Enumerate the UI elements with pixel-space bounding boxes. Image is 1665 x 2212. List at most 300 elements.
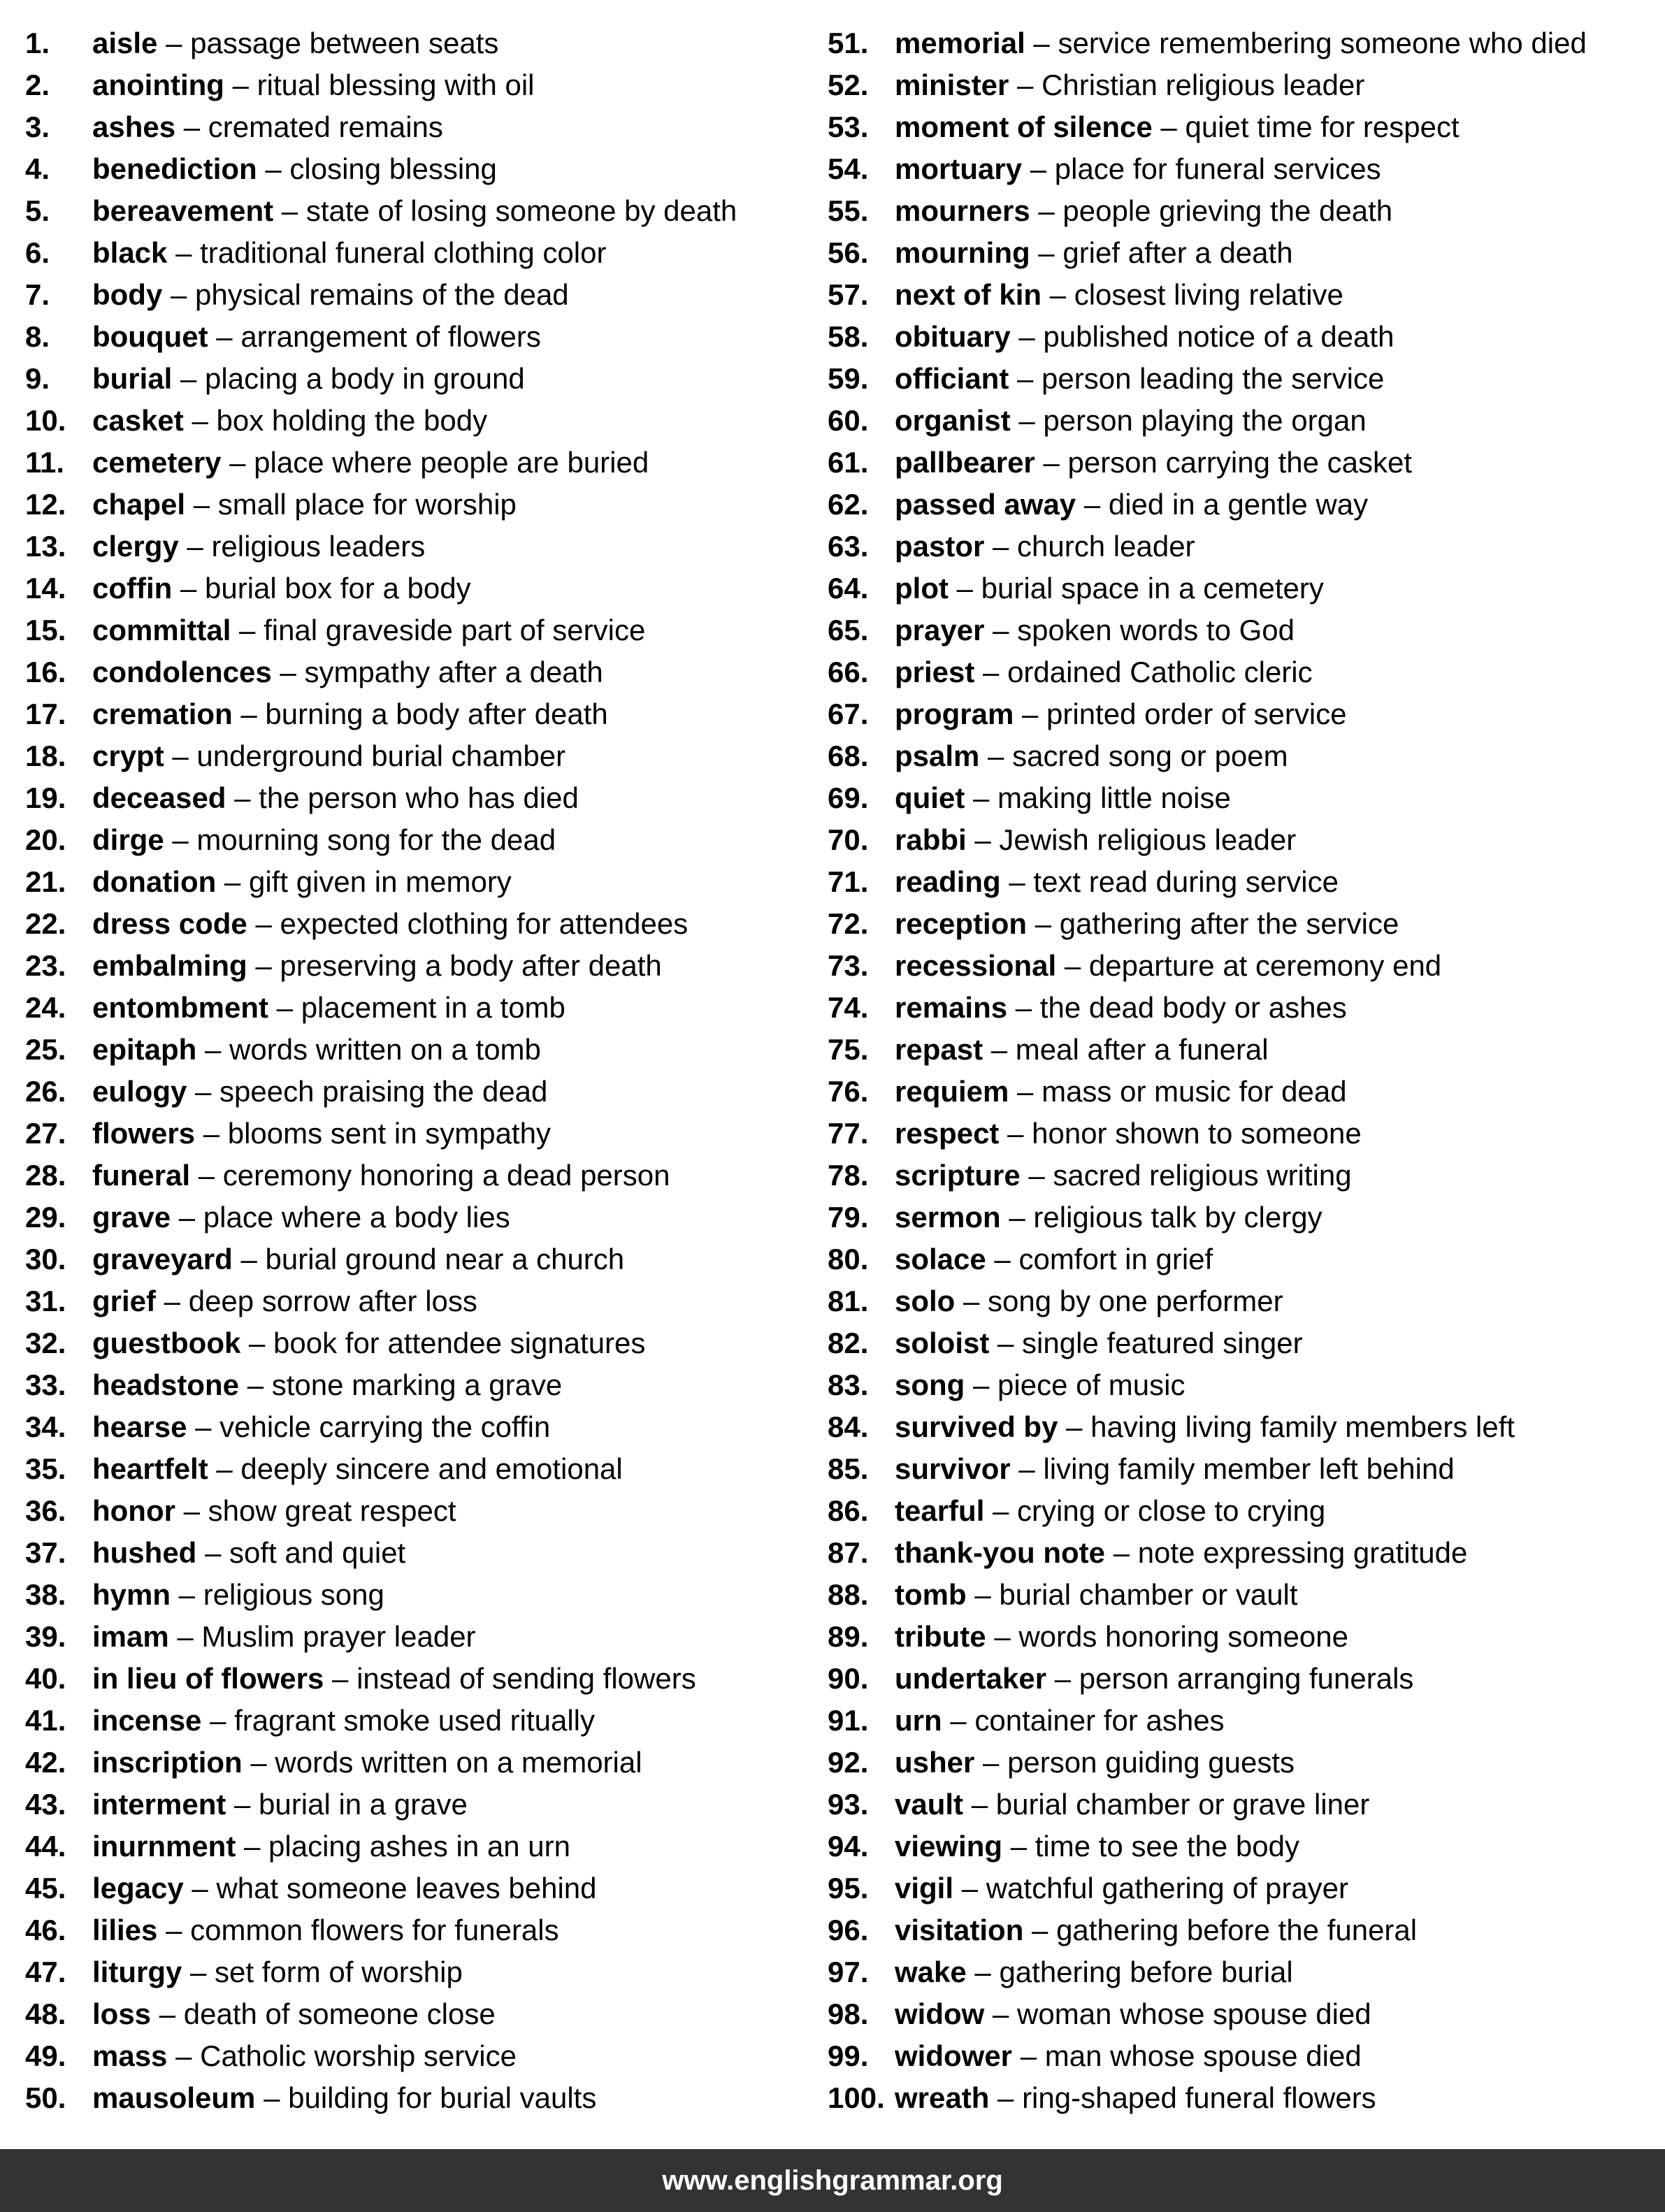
item-text (895, 484, 1368, 526)
vocab-term: tearful (895, 1494, 985, 1527)
vocab-term: anointing (92, 68, 224, 101)
vocab-item (25, 22, 822, 64)
item-text (92, 1490, 456, 1532)
vocab-item (828, 400, 1659, 442)
vocab-definition: – place for funeral services (1022, 152, 1381, 185)
vocab-definition: – preserving a body after death (247, 949, 662, 982)
item-text (92, 903, 688, 945)
vocab-definition: – place where a body lies (171, 1201, 510, 1234)
vocab-term: dirge (92, 823, 164, 856)
vocab-term: scripture (895, 1159, 1021, 1192)
vocab-item (828, 1700, 1659, 1742)
vocab-item (25, 1742, 822, 1784)
vocab-item (828, 1364, 1659, 1406)
item-text (895, 2077, 1376, 2119)
vocab-definition: – meal after a funeral (983, 1033, 1269, 1066)
vocab-term: reading (895, 865, 1001, 898)
item-number: 75. (828, 1033, 869, 1066)
vocab-item (25, 903, 822, 945)
item-text (92, 1951, 463, 1993)
vocab-item (828, 609, 1659, 651)
item-text (92, 1616, 476, 1658)
vocab-item (828, 232, 1659, 274)
vocab-term: urn (895, 1704, 942, 1737)
item-text (895, 148, 1381, 190)
item-text (895, 64, 1364, 106)
vocab-term: requiem (895, 1075, 1009, 1108)
item-text (895, 442, 1412, 484)
vocab-term: mass (92, 2039, 168, 2072)
item-number: 64. (828, 572, 869, 605)
vocab-item (25, 1490, 822, 1532)
vocab-item (25, 526, 822, 568)
vocab-term: quiet (895, 781, 965, 814)
item-text (895, 1238, 1213, 1280)
item-text (92, 1029, 541, 1071)
vocab-definition: – vehicle carrying the coffin (187, 1410, 551, 1443)
item-text (895, 1448, 1455, 1490)
vocab-definition: – religious song (171, 1578, 384, 1611)
vocab-definition: – speech praising the dead (187, 1075, 548, 1108)
item-text (895, 568, 1324, 609)
vocab-item (25, 1867, 822, 1909)
item-text (895, 2035, 1362, 2077)
vocab-item (25, 735, 822, 777)
vocab-definition: – making little noise (965, 781, 1231, 814)
vocab-definition: – burning a body after death (232, 697, 608, 730)
item-number: 99. (828, 2039, 869, 2072)
item-text (92, 2035, 517, 2077)
item-number: 29. (25, 1201, 66, 1234)
vocab-term: wreath (895, 2081, 990, 2114)
vocab-term: legacy (92, 1872, 184, 1904)
item-text (895, 1155, 1352, 1197)
vocab-definition: – death of someone close (151, 1997, 496, 2030)
vocab-definition: – living family member left behind (1010, 1452, 1455, 1485)
item-number: 77. (828, 1117, 869, 1150)
item-number: 26. (25, 1075, 66, 1108)
vocab-term: tomb (895, 1578, 967, 1611)
vocab-item (25, 274, 822, 316)
vocab-term: pallbearer (895, 446, 1035, 479)
vocab-definition: – book for attendee signatures (240, 1327, 646, 1359)
item-text (92, 1532, 405, 1574)
vocab-definition: – set form of worship (182, 1956, 463, 1988)
vocab-item (828, 1993, 1659, 2035)
vocab-term: imam (92, 1620, 169, 1653)
vocab-definition: – final graveside part of service (231, 614, 646, 646)
vocab-item (828, 526, 1659, 568)
vocab-item (828, 1155, 1659, 1197)
vocab-item (25, 232, 822, 274)
item-text (92, 1448, 623, 1490)
item-number: 13. (25, 530, 66, 563)
vocab-term: incense (92, 1704, 202, 1737)
vocab-definition: – gift given in memory (216, 865, 512, 898)
vocab-item (25, 484, 822, 526)
item-number: 31. (25, 1285, 66, 1317)
item-text (92, 987, 565, 1029)
vocab-definition: – sacred religious writing (1020, 1159, 1352, 1192)
vocab-item (25, 190, 822, 232)
vocab-term: tribute (895, 1620, 986, 1653)
vocab-item (25, 148, 822, 190)
item-number: 30. (25, 1243, 66, 1275)
vocab-definition: – died in a gentle way (1076, 488, 1369, 521)
vocab-item (25, 568, 822, 609)
vocab-item (25, 777, 822, 819)
vocab-term: survivor (895, 1452, 1011, 1485)
vocab-definition: – church leader (984, 530, 1195, 563)
vocab-definition: – honor shown to someone (999, 1117, 1362, 1150)
item-number: 44. (25, 1830, 66, 1863)
vocab-definition: – time to see the body (1002, 1830, 1299, 1863)
item-text (895, 735, 1288, 777)
vocab-definition: – Jewish religious leader (966, 823, 1297, 856)
vocab-term: prayer (895, 614, 985, 646)
item-number: 68. (828, 739, 869, 772)
vocab-definition: – comfort in grief (986, 1243, 1213, 1275)
item-text (895, 1197, 1322, 1238)
vocab-item (828, 1616, 1659, 1658)
vocab-item (828, 2077, 1659, 2119)
vocab-definition: – deep sorrow after loss (156, 1285, 477, 1317)
item-number: 67. (828, 697, 869, 730)
vocab-item (25, 400, 822, 442)
vocab-definition: – state of losing someone by death (273, 194, 737, 227)
footer-bar (0, 2149, 1665, 2212)
vocab-item (828, 568, 1659, 609)
item-number: 73. (828, 949, 869, 982)
item-number: 63. (828, 530, 869, 563)
vocab-item (25, 1113, 822, 1155)
vocab-definition: – placing ashes in an urn (236, 1830, 570, 1863)
vocab-item (828, 1532, 1659, 1574)
vocab-item (828, 1029, 1659, 1071)
vocab-item (828, 1909, 1659, 1951)
item-number: 72. (828, 907, 869, 940)
item-number: 27. (25, 1117, 66, 1150)
vocab-term: cemetery (92, 446, 222, 479)
vocab-definition: – single featured singer (989, 1327, 1303, 1359)
vocab-definition: – common flowers for funerals (157, 1914, 559, 1946)
vocab-term: mourning (895, 236, 1030, 269)
item-text (895, 1867, 1348, 1909)
item-text (92, 1742, 642, 1784)
item-number: 54. (828, 152, 869, 185)
vocab-term: psalm (895, 739, 980, 772)
item-number: 96. (828, 1914, 869, 1946)
vocab-term: grief (92, 1285, 157, 1317)
item-text (92, 358, 525, 400)
vocab-definition: – ritual blessing with oil (224, 68, 535, 101)
item-text (92, 316, 541, 358)
item-number: 66. (828, 656, 869, 688)
vocab-definition: – ring-shaped funeral flowers (989, 2081, 1376, 2114)
vocab-definition: – closest living relative (1041, 278, 1343, 311)
vocab-definition: – woman whose spouse died (984, 1997, 1371, 2030)
vocab-definition: – person guiding guests (974, 1746, 1295, 1779)
vocab-term: chapel (92, 488, 186, 521)
vocab-term: in lieu of flowers (92, 1662, 324, 1695)
vocab-definition: – place where people are buried (221, 446, 649, 479)
vocab-definition: – grief after a death (1030, 236, 1293, 269)
item-number: 43. (25, 1788, 66, 1821)
item-text (92, 651, 603, 693)
item-number: 81. (828, 1285, 869, 1317)
item-text (895, 1532, 1467, 1574)
vocab-term: hearse (92, 1410, 187, 1443)
vocab-definition: – printed order of service (1014, 697, 1347, 730)
item-number: 91. (828, 1704, 869, 1737)
vocab-definition: – underground burial chamber (164, 739, 566, 772)
vocab-term: flowers (92, 1117, 196, 1150)
vocab-term: entombment (92, 991, 268, 1024)
item-text (92, 1867, 597, 1909)
item-number: 36. (25, 1494, 66, 1527)
vocab-definition: – the person who has died (226, 781, 579, 814)
vocab-definition: – show great respect (175, 1494, 456, 1527)
vocab-term: recessional (895, 949, 1057, 982)
vocab-item (828, 274, 1659, 316)
item-text (895, 1993, 1371, 2035)
item-number: 62. (828, 488, 869, 521)
item-number: 83. (828, 1368, 869, 1401)
vocab-item (25, 1029, 822, 1071)
item-number: 32. (25, 1327, 66, 1359)
vocab-definition: – song by one performer (955, 1285, 1283, 1317)
vocab-definition: – gathering before the funeral (1023, 1914, 1418, 1946)
vocab-definition: – blooms sent in sympathy (195, 1117, 551, 1150)
vocab-definition: – sympathy after a death (271, 656, 603, 688)
vocab-item (25, 693, 822, 735)
item-number: 76. (828, 1075, 869, 1108)
item-number: 86. (828, 1494, 869, 1527)
vocab-definition: – watchful gathering of prayer (953, 1872, 1349, 1904)
item-number: 33. (25, 1368, 66, 1401)
vocab-item (25, 819, 822, 861)
item-text (895, 1658, 1413, 1700)
vocab-term: inurnment (92, 1830, 236, 1863)
vocab-definition: – burial space in a cemetery (948, 572, 1324, 605)
vocab-definition: – burial chamber or vault (966, 1578, 1298, 1611)
vocab-term: crypt (92, 739, 164, 772)
item-number: 28. (25, 1159, 66, 1192)
vocab-item (25, 1364, 822, 1406)
vocab-item (25, 64, 822, 106)
vocab-item (828, 148, 1659, 190)
vocab-term: remains (895, 991, 1008, 1024)
vocab-item (828, 2035, 1659, 2077)
item-number: 50. (25, 2081, 66, 2114)
vocab-definition: – text read during service (1000, 865, 1339, 898)
item-text (92, 1280, 477, 1322)
vocab-definition: – having living family members left (1058, 1410, 1515, 1443)
vocab-definition: – published notice of a death (1010, 320, 1394, 353)
item-number: 12. (25, 488, 66, 521)
item-number: 49. (25, 2039, 66, 2072)
vocab-definition: – words written on a memorial (242, 1746, 642, 1779)
vocab-definition: – expected clothing for attendees (247, 907, 689, 940)
vocab-term: vigil (895, 1872, 954, 1904)
vocab-definition: – passage between seats (157, 27, 499, 59)
vocab-term: wake (895, 1956, 967, 1988)
vocab-item (828, 484, 1659, 526)
vocab-term: honor (92, 1494, 175, 1527)
vocab-term: grave (92, 1201, 171, 1234)
item-number: 24. (25, 991, 66, 1024)
item-text (92, 1238, 624, 1280)
vocab-definition: – crying or close to crying (984, 1494, 1326, 1527)
vocab-item (25, 1071, 822, 1113)
item-number: 52. (828, 68, 869, 101)
vocab-term: mourners (895, 194, 1030, 227)
item-text (92, 819, 556, 861)
footer-url[interactable]: www.englishgrammar.org (662, 2165, 1003, 2196)
vocab-definition: – building for burial vaults (255, 2081, 597, 2114)
item-number: 48. (25, 1997, 66, 2030)
vocab-item (828, 903, 1659, 945)
item-number: 8. (25, 320, 50, 353)
item-number: 40. (25, 1662, 66, 1695)
item-text (895, 1784, 1369, 1826)
item-number: 14. (25, 572, 66, 605)
vocab-item (828, 777, 1659, 819)
vocab-term: next of kin (895, 278, 1042, 311)
vocab-item (25, 1448, 822, 1490)
vocab-definition: – cremated remains (175, 110, 443, 143)
item-text (895, 400, 1367, 442)
item-text (895, 903, 1399, 945)
item-text (895, 1029, 1269, 1071)
item-text (92, 1909, 559, 1951)
vocab-item (828, 1071, 1659, 1113)
vocab-term: rabbi (895, 823, 967, 856)
vocab-definition: – fragrant smoke used ritually (201, 1704, 596, 1737)
item-number: 3. (25, 110, 50, 143)
vocab-definition: – ordained Catholic cleric (974, 656, 1313, 688)
item-text (895, 651, 1313, 693)
vocab-item (828, 1574, 1659, 1616)
vocab-item (828, 693, 1659, 735)
item-text (895, 693, 1347, 735)
vocab-term: hymn (92, 1578, 171, 1611)
vocab-item (828, 1658, 1659, 1700)
item-text (895, 274, 1343, 316)
vocab-definition: – Christian religious leader (1009, 68, 1365, 101)
vocab-item (25, 1197, 822, 1238)
vocab-definition: – religious talk by clergy (1000, 1201, 1322, 1234)
vocab-term: committal (92, 614, 231, 646)
vocab-term: headstone (92, 1368, 240, 1401)
vocab-definition: – religious leaders (178, 530, 426, 563)
item-number: 37. (25, 1536, 66, 1569)
vocab-item (25, 316, 822, 358)
item-text (92, 526, 425, 568)
item-text (92, 1322, 645, 1364)
item-number: 58. (828, 320, 869, 353)
item-number: 55. (828, 194, 869, 227)
item-text (895, 1616, 1348, 1658)
item-number: 57. (828, 278, 869, 311)
item-number: 74. (828, 991, 869, 1024)
vocab-term: hushed (92, 1536, 197, 1569)
item-number: 53. (828, 110, 869, 143)
vocab-term: mortuary (895, 152, 1023, 185)
vocab-item (25, 1238, 822, 1280)
vocab-item (25, 1155, 822, 1197)
vocab-definition: – burial chamber or grave liner (963, 1788, 1370, 1821)
item-text (895, 1071, 1347, 1113)
vocab-definition: – box holding the body (183, 404, 488, 437)
vocab-term: plot (895, 572, 949, 605)
item-text (895, 1742, 1295, 1784)
vocab-term: repast (895, 1033, 983, 1066)
item-number: 89. (828, 1620, 869, 1653)
vocab-definition: – burial ground near a church (232, 1243, 625, 1275)
vocab-term: loss (92, 1997, 152, 2030)
vocab-item (828, 1951, 1659, 1993)
vocab-definition: – people grieving the death (1030, 194, 1393, 227)
vocab-definition: – Catholic worship service (167, 2039, 517, 2072)
vocab-definition: – sacred song or poem (979, 739, 1288, 772)
vocab-term: deceased (92, 781, 226, 814)
vocab-definition: – departure at ceremony end (1056, 949, 1442, 982)
item-text (92, 64, 535, 106)
vocab-item (828, 1113, 1659, 1155)
item-number: 93. (828, 1788, 869, 1821)
vocabulary-column-right (828, 22, 1659, 2119)
vocab-term: organist (895, 404, 1011, 437)
vocab-item (25, 1951, 822, 1993)
item-number: 1. (25, 27, 50, 59)
vocab-definition: – words honoring someone (986, 1620, 1348, 1653)
item-number: 80. (828, 1243, 869, 1275)
item-text (895, 106, 1459, 148)
vocab-item (25, 2077, 822, 2119)
item-number: 60. (828, 404, 869, 437)
item-text (92, 693, 608, 735)
vocab-term: embalming (92, 949, 247, 982)
vocab-term: cremation (92, 697, 233, 730)
vocab-definition: – stone marking a grave (239, 1368, 563, 1401)
vocab-definition: – arrangement of flowers (208, 320, 541, 353)
item-text (895, 316, 1394, 358)
vocab-item (25, 861, 822, 903)
item-text (895, 1951, 1293, 1993)
vocab-item (25, 1322, 822, 1364)
vocab-item (828, 22, 1659, 64)
vocab-term: undertaker (895, 1662, 1047, 1695)
vocab-item (25, 987, 822, 1029)
vocab-item (25, 1700, 822, 1742)
item-number: 18. (25, 739, 66, 772)
vocab-item (25, 1784, 822, 1826)
vocab-definition: – mourning song for the dead (164, 823, 556, 856)
vocab-definition: – placement in a tomb (268, 991, 565, 1024)
vocab-term: solace (895, 1243, 986, 1275)
item-text (895, 1113, 1362, 1155)
vocab-term: widow (895, 1997, 985, 2030)
vocab-definition: – gathering after the service (1027, 907, 1399, 940)
vocab-definition: – traditional funeral clothing color (167, 236, 607, 269)
vocab-definition: – service remembering someone who died (1025, 27, 1587, 59)
vocab-term: priest (895, 656, 975, 688)
item-text (92, 1197, 510, 1238)
item-text (92, 1658, 696, 1700)
item-text (895, 1700, 1225, 1742)
vocab-item (828, 1406, 1659, 1448)
